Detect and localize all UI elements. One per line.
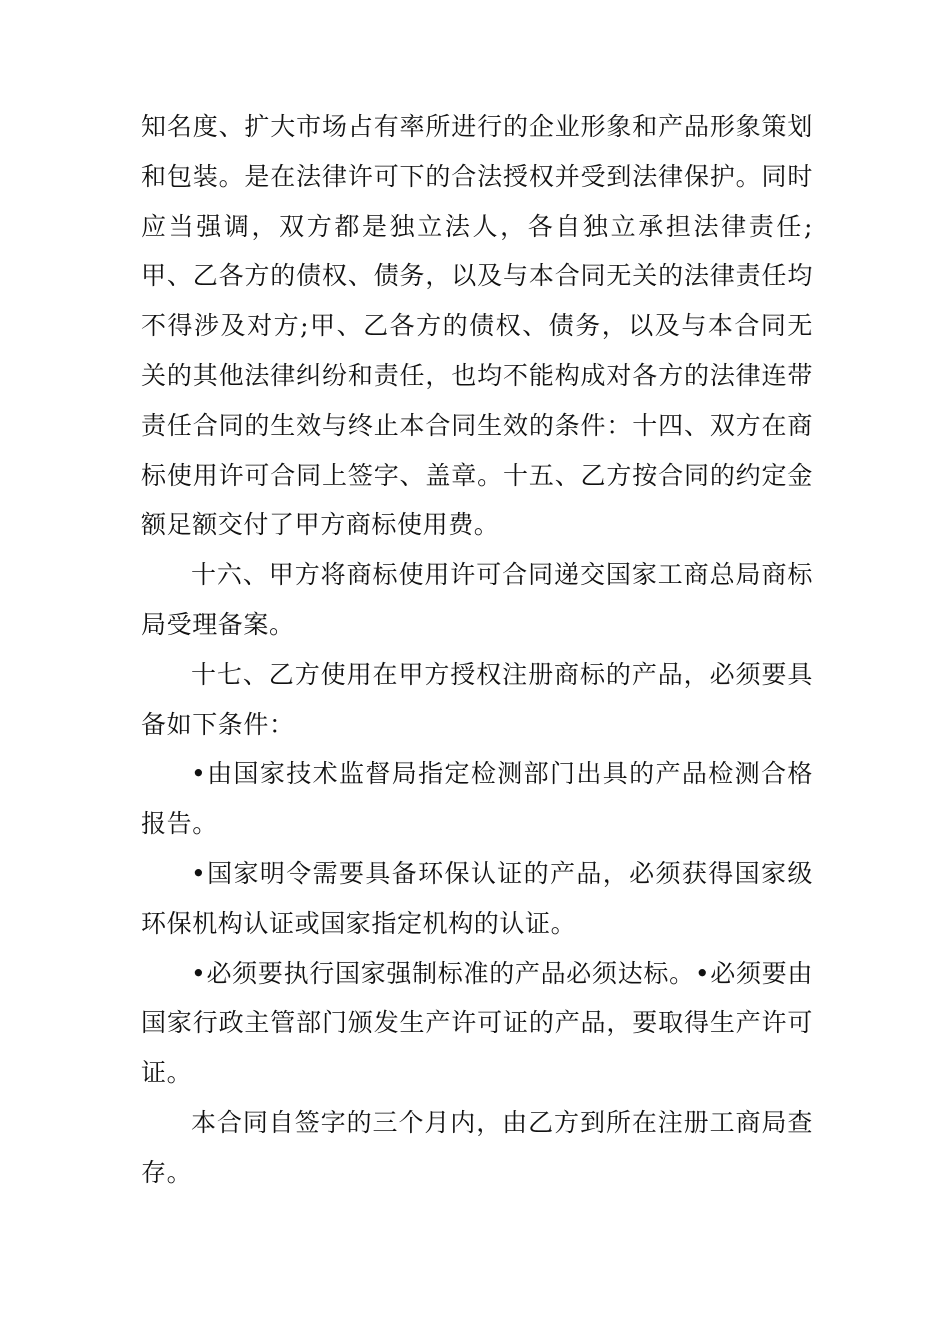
bullet-environmental-certification: •国家明令需要具备环保认证的产品，必须获得国家级环保机构认证或国家指定机构的认证。 [141, 858, 813, 938]
paragraph-clause-16: 十六、甲方将商标使用许可合同递交国家工商总局商标局受理备案。 [141, 560, 813, 639]
document-body [141, 102, 813, 1198]
paragraph-filing: 本合同自签字的三个月内，由乙方到所在注册工商局查存。 [141, 1107, 813, 1187]
paragraph-clause-17: 十七、乙方使用在甲方授权注册商标的产品，必须要具备如下条件： [141, 659, 813, 739]
paragraph-continuation: 知名度、扩大市场占有率所进行的企业形象和产品形象策划和包装。是在法律许可下的合法授权并受到法律保护。同时应当强调，双方都是独立法人，各自独立承担法律责任;甲、乙各方的债权、债务，以及与本合同无关的法律责任均不得涉及对方;甲、乙各方的债权、债务，以及与本合同无关的其他法律纠纷和责任，也均不能构成对各方的法律连带责任合同的生效与终止本合同生效的条件：十四、双方在商标使用许可合同上签字、盖章。十五、乙方按合同的约定金额足额交付了甲方商标使用费。 [141, 112, 813, 540]
bullet-inspection-report: •由国家技术监督局指定检测部门出具的产品检测合格报告。 [141, 759, 813, 839]
bullet-mandatory-standards: •必须要执行国家强制标准的产品必须达标。•必须要由国家行政主管部门颁发生产许可证的产品，要取得生产许可证。 [141, 958, 813, 1088]
